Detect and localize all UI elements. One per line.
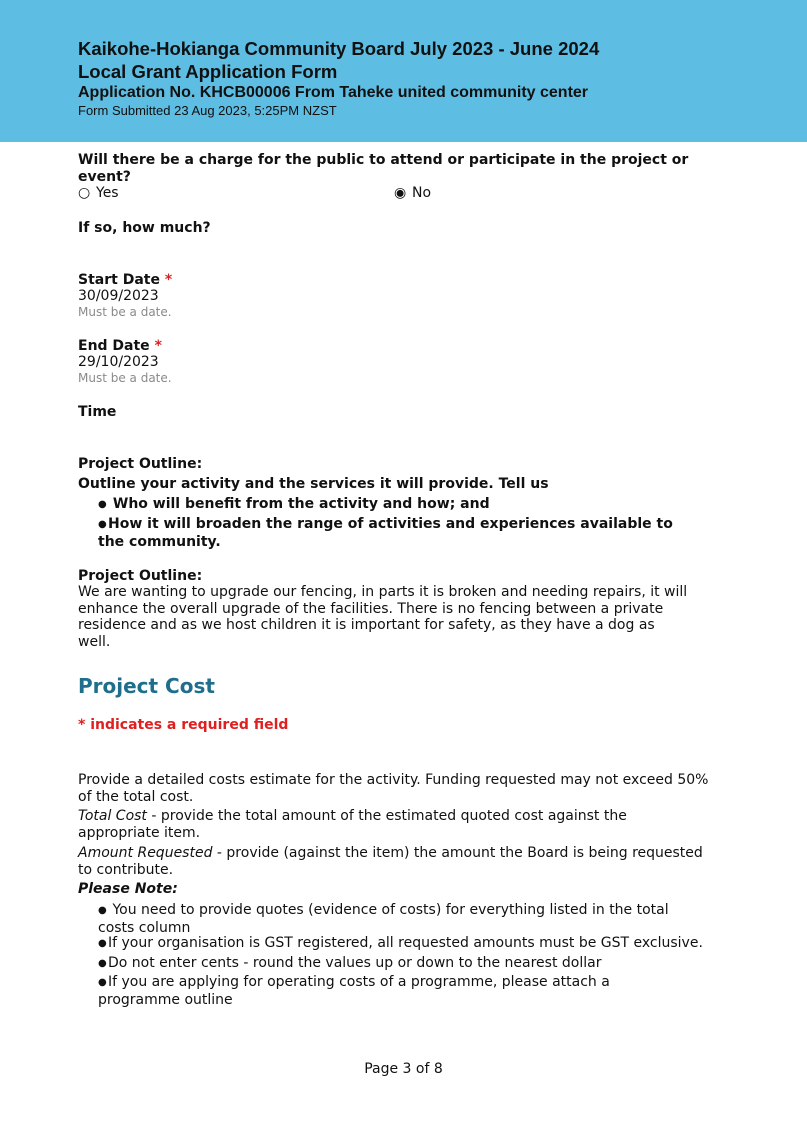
list-item-text: You need to provide quotes (evidence of costs) for everything listed in the total costs column [98, 902, 669, 936]
start-date-label [78, 272, 698, 289]
outline-intro: Outline your activity and the services it will provide. Tell us [78, 476, 549, 492]
bullet-icon: ● [98, 938, 107, 949]
bullet-icon: ● [98, 958, 107, 969]
list-item-text: How it will broaden the range of activities and experiences available to the community. [98, 516, 673, 550]
list-item-text: If your organisation is GST registered, all requested amounts must be GST exclusive. [108, 935, 703, 951]
bullet-icon: ● [98, 499, 107, 510]
how-much-label: If so, how much? [78, 220, 211, 236]
total-cost-desc [78, 808, 708, 841]
outline-answer-text: We are wanting to upgrade our fencing, in parts it is broken and needing repairs, it will enhance the overall upgrade of the facilities. There is no fencing between a private residence and as we host children it is important for safety, as they have a dog as well. [78, 584, 688, 650]
required-note: * indicates a required field [78, 717, 289, 733]
application-number: Application No. KHCB00006 From Taheke united community center [78, 84, 589, 101]
radio-yes[interactable] [78, 185, 119, 202]
required-marker: * [164, 272, 173, 288]
list-item [98, 516, 698, 550]
end-date-hint: Must be a date. [78, 371, 172, 385]
list-item [98, 496, 708, 514]
section-title: Project Cost [78, 674, 215, 698]
form-header [0, 0, 807, 142]
outline-answer-label: Project Outline: [78, 568, 203, 584]
bullet-icon: ● [98, 977, 107, 988]
page-number: Page 3 of 8 [364, 1061, 443, 1077]
start-date-value: 30/09/2023 [78, 288, 159, 304]
start-date-hint: Must be a date. [78, 305, 172, 319]
list-item-text: Who will benefit from the activity and how; and [112, 496, 490, 512]
start-date-label-text: Start Date [78, 272, 160, 288]
radio-no[interactable] [394, 185, 431, 202]
form-title: Local Grant Application Form [78, 61, 338, 82]
required-marker: * [154, 338, 162, 354]
total-cost-text: - provide the total amount of the estimated quoted cost against the appropriate item. [78, 808, 627, 841]
radio-no-label: No [412, 185, 432, 201]
board-title: Kaikohe-Hokianga Community Board July 2023 - June 2024 [78, 38, 600, 59]
end-date-value: 29/10/2023 [78, 354, 159, 370]
total-cost-term: Total Cost [78, 808, 147, 824]
end-date-label-text: End Date [78, 338, 150, 354]
list-item [98, 935, 708, 953]
outline-heading: Project Outline: [78, 456, 203, 472]
radio-checked-icon: ◉ [394, 185, 407, 201]
list-item [98, 974, 688, 1008]
end-date-label [78, 338, 698, 355]
cost-intro: Provide a detailed costs estimate for the activity. Funding requested may not exceed 50% of the total cost. [78, 772, 709, 805]
bullet-icon: ● [98, 519, 107, 530]
please-note-label: Please Note: [78, 881, 178, 897]
list-item-text: Do not enter cents - round the values up or down to the nearest dollar [108, 955, 602, 971]
charge-question: Will there be a charge for the public to attend or participate in the project or event? [78, 152, 689, 185]
amount-requested-term: Amount Requested [78, 845, 213, 861]
time-label: Time [78, 404, 117, 420]
radio-yes-label: Yes [96, 185, 119, 201]
amount-requested-desc [78, 845, 718, 878]
amount-requested-text: - provide (against the item) the amount the Board is being requested to contribute. [78, 845, 703, 878]
bullet-icon: ● [98, 905, 107, 916]
list-item-text: If you are applying for operating costs of a programme, please attach a programme outline [98, 974, 610, 1008]
list-item [98, 955, 708, 973]
radio-unchecked-icon: ○ [78, 185, 91, 201]
submitted-timestamp: Form Submitted 23 Aug 2023, 5:25PM NZST [78, 103, 337, 118]
list-item [98, 902, 698, 936]
